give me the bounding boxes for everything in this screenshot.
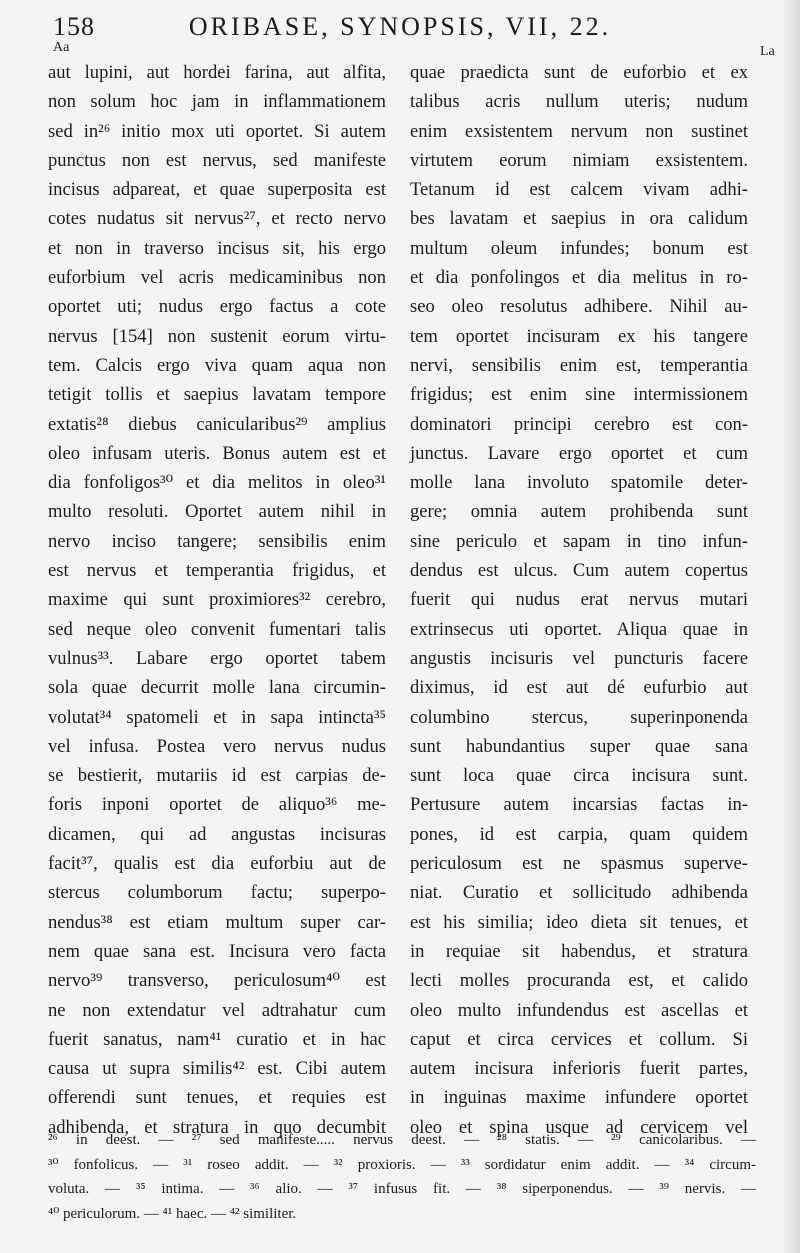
text-line: multum oleum infundes; bonum est bbox=[410, 237, 748, 259]
text-line: gere; omnia autem prohibenda sunt bbox=[410, 501, 748, 523]
text-line: punctus non est nervus, sed manifeste bbox=[48, 149, 386, 171]
text-line: sed neque oleo convenit fumentari talis bbox=[48, 618, 386, 640]
text-line: nervo inciso tangere; sensibilis enim bbox=[48, 530, 386, 552]
text-line: enim exsistentem nervum non sustinet bbox=[410, 120, 748, 142]
text-line: caput et circa cervices et collum. Si bbox=[410, 1028, 748, 1050]
text-line: quae praedicta sunt de euforbio et ex bbox=[410, 62, 748, 83]
text-line: vulnus³³. Labare ergo oportet tabem bbox=[48, 647, 386, 669]
footnote-line: ²⁶ in deest. — ²⁷ sed manifeste..... nervus deest. — ²⁸ statis. — ²⁹ canicolaribus. — bbox=[48, 1132, 756, 1148]
running-head: ORIBASE, SYNOPSIS, VII, 22. bbox=[188, 12, 612, 41]
text-line: nendus³⁸ est etiam multum super car- bbox=[48, 911, 386, 933]
text-line: multo resoluti. Oportet autem nihil in bbox=[48, 501, 386, 523]
text-line: nervi, sensibilis enim est, temperantia bbox=[410, 354, 748, 376]
text-line: Pertusure autem incarsias factas in- bbox=[410, 794, 748, 816]
text-line: dicamen, qui ad angustas incisuras bbox=[48, 823, 386, 845]
text-line: pones, id est carpia, quam quidem bbox=[410, 823, 748, 845]
text-line: autem incisura inferioris fuerit partes, bbox=[410, 1058, 748, 1080]
text-line: nem quae sana est. Incisura vero facta bbox=[48, 940, 386, 962]
text-line: frigidus; est enim sine intermissionem bbox=[410, 384, 748, 406]
text-line: tetigit tollis et saepius lavatam tempore bbox=[48, 384, 386, 406]
footnote-line: ⁴⁰ periculorum. — ⁴¹ haec. — ⁴² similiter. bbox=[48, 1205, 297, 1222]
text-line: fuerit sanatus, nam⁴¹ curatio et in hac bbox=[48, 1028, 386, 1050]
text-line: bes lavatam et saepius in ora calidum bbox=[410, 208, 748, 230]
text-line: vel infusa. Postea vero nervus nudus bbox=[48, 735, 386, 757]
text-line: non solum hoc jam in inflammationem bbox=[48, 91, 386, 113]
text-line: nervo³⁹ transverso, periculosum⁴⁰ est bbox=[48, 970, 386, 992]
text-line: oleo et spina usque ad cervicem vel bbox=[410, 1116, 748, 1138]
page-edge-shadow bbox=[782, 0, 800, 1253]
right-column bbox=[410, 58, 748, 1142]
text-line: oleo multo infundendus est ascellas et bbox=[410, 999, 748, 1021]
text-line: adhibenda, et stratura in quo decumbit bbox=[48, 1116, 386, 1138]
text-line: aut lupini, aut hordei farina, aut alfita, bbox=[48, 62, 386, 83]
text-line: dominatori principi cerebro est con- bbox=[410, 413, 748, 435]
text-line: stercus columborum factu; superpo- bbox=[48, 882, 386, 904]
text-line: euforbium vel acris medicaminibus non bbox=[48, 267, 386, 289]
page-number: 158 bbox=[53, 12, 95, 41]
text-line: in inguinas maxime infundere oportet bbox=[410, 1087, 748, 1109]
text-line: sola quae decurrit molle lana circumin- bbox=[48, 677, 386, 699]
text-line: lecti molles procuranda est, et calido bbox=[410, 970, 748, 992]
text-line: in requiae sit habendus, et stratura bbox=[410, 940, 748, 962]
text-line: facit³⁷, qualis est dia euforbiu aut de bbox=[48, 853, 386, 875]
text-line: junctus. Lavare ergo oportet et cum bbox=[410, 442, 748, 464]
text-line: foris inponi oportet de aliquo³⁶ me- bbox=[48, 794, 386, 816]
text-line: dendus est ulcus. Cum autem copertus bbox=[410, 560, 748, 582]
text-line: oportet uti; nudus ergo factus a cote bbox=[48, 296, 386, 318]
text-line: seo oleo resolutus adhibere. Nihil au- bbox=[410, 296, 748, 318]
left-column bbox=[48, 58, 386, 1142]
text-line: virtutem eorum nimiam exsistentem. bbox=[410, 149, 748, 171]
text-line: diximus, id est aut dé eufurbio aut bbox=[410, 677, 748, 699]
text-line: sine periculo et sapam in tino infun- bbox=[410, 530, 748, 552]
text-line: et dia ponfolingos et dia melitus in ro- bbox=[410, 267, 748, 289]
text-line: cotes nudatus sit nervus²⁷, et recto nervo bbox=[48, 208, 386, 230]
manuscript-siglum-right: La bbox=[760, 44, 775, 59]
text-line: sunt loca quae circa incisura sunt. bbox=[410, 765, 748, 787]
text-line: maxime qui sunt proximiores³² cerebro, bbox=[48, 589, 386, 611]
footnote-line: ³⁰ fonfolicus. — ³¹ roseo addit. — ³² proxioris. — ³³ sordidatur enim addit. — ³⁴ circum- bbox=[48, 1156, 756, 1173]
text-line: sunt habundantius super quae sana bbox=[410, 735, 748, 757]
text-line: columbino stercus, superinponenda bbox=[410, 706, 748, 728]
text-line: ne non extendatur vel adtrahatur cum bbox=[48, 999, 386, 1021]
text-line: tem. Calcis ergo viva quam aqua non bbox=[48, 354, 386, 376]
text-line: extatis²⁸ diebus canicularibus²⁹ amplius bbox=[48, 413, 386, 435]
text-line: niat. Curatio et sollicitudo adhibenda bbox=[410, 882, 748, 904]
text-line: fuerit qui nudus erat nervus mutari bbox=[410, 589, 748, 611]
text-line: sed in²⁶ initio mox uti oportet. Si autem bbox=[48, 120, 386, 142]
text-line: causa ut supra similis⁴² est. Cibi autem bbox=[48, 1058, 386, 1080]
text-line: dia fonfoligos³⁰ et dia melitos in oleo³¹ bbox=[48, 472, 386, 494]
text-line: talibus acris nullum uteris; nudum bbox=[410, 91, 748, 113]
text-line: molle lana involuto spatomile deter- bbox=[410, 472, 748, 494]
footnotes bbox=[48, 1128, 756, 1226]
text-line: offerendi sunt tenues, et requies est bbox=[48, 1087, 386, 1109]
text-line: volutat³⁴ spatomeli et in sapa intincta³⁵ bbox=[48, 706, 386, 728]
text-line: periculosum est ne spasmus superve- bbox=[410, 853, 748, 875]
text-line: incisus adpareat, et quae superposita est bbox=[48, 179, 386, 201]
text-line: extrinsecus uti oportet. Aliqua quae in bbox=[410, 618, 748, 640]
footnote-line: voluta. — ³⁵ intima. — ³⁶ alio. — ³⁷ infusus fit. — ³⁸ siperponendus. — ³⁹ nervis. — bbox=[48, 1181, 756, 1197]
text-line: et non in traverso incisus sit, his ergo bbox=[48, 237, 386, 259]
text-line: est his similia; ideo dieta sit tenues, et bbox=[410, 911, 748, 933]
text-line: nervus [154] non sustenit eorum virtu- bbox=[48, 325, 386, 347]
text-line: oleo infusam uteris. Bonus autem est et bbox=[48, 442, 386, 464]
manuscript-siglum-left: Aa bbox=[53, 40, 70, 55]
text-line: angustis incisuris vel puncturis facere bbox=[410, 647, 748, 669]
text-line: tem oportet incisuram ex his tangere bbox=[410, 325, 748, 347]
text-line: se bestierit, mutariis id est carpias de- bbox=[48, 765, 386, 787]
text-line: Tetanum id est calcem vivam adhi- bbox=[410, 179, 748, 201]
text-line: est nervus et temperantia frigidus, et bbox=[48, 560, 386, 582]
